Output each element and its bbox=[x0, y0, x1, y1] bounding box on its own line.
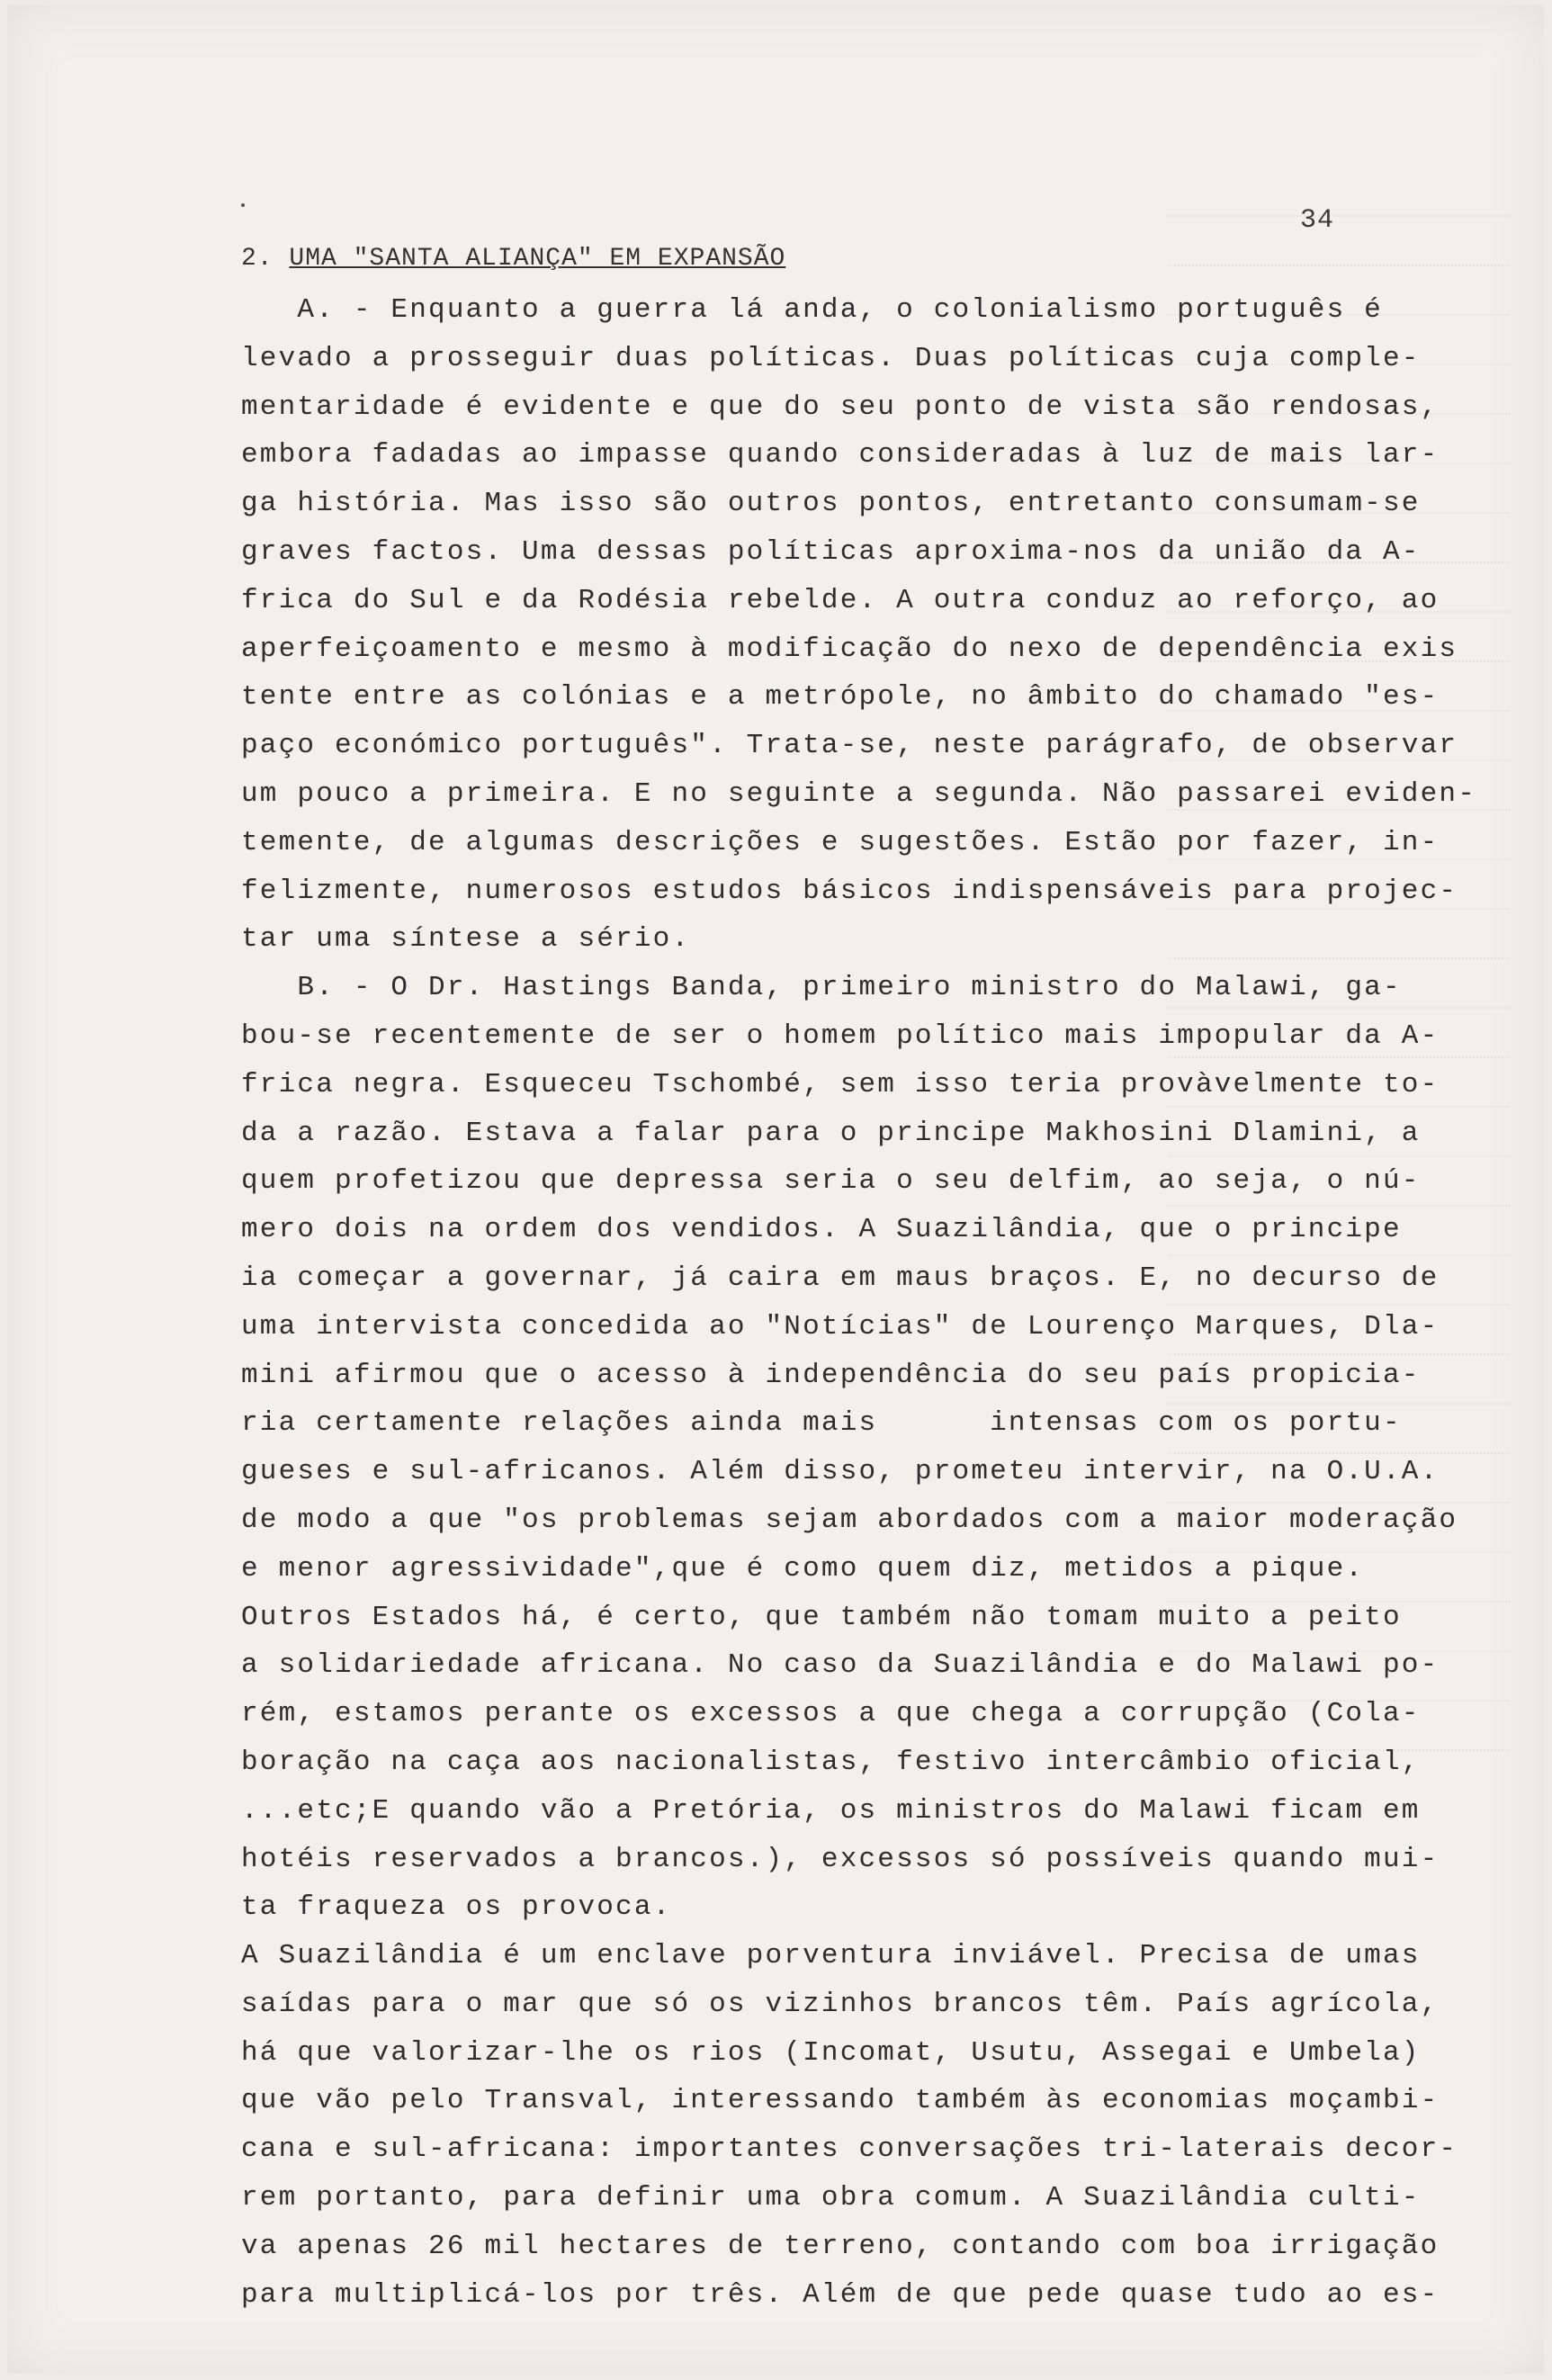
text-line: para multiplicá-los por três. Além de que pede quase tudo ao es- bbox=[241, 2278, 1440, 2311]
text-line: rem portanto, para definir uma obra comum. A Suazilândia culti- bbox=[241, 2182, 1421, 2214]
text-line: ga história. Mas isso são outros pontos, entretanto consumam-se bbox=[241, 488, 1421, 520]
text-line: da a razão. Estava a falar para o principe Makhosini Dlamini, a bbox=[241, 1117, 1421, 1149]
text-line: quem profetizou que depressa seria o seu delfim, ao seja, o nú- bbox=[241, 1165, 1421, 1198]
text-line: ria certamente relações ainda mais intensas com os portu- bbox=[241, 1407, 1402, 1440]
text-line: graves factos. Uma dessas políticas aproxima-nos da união da A- bbox=[241, 535, 1421, 568]
text-line: mero dois na ordem dos vendidos. A Suazilândia, que o principe bbox=[241, 1214, 1402, 1246]
text-line: de modo a que "os problemas sejam abordados com a maior moderação bbox=[241, 1504, 1458, 1536]
text-line: temente, de algumas descrições e sugestões. Estão por fazer, in- bbox=[241, 826, 1440, 858]
section-heading bbox=[241, 245, 785, 273]
body-text bbox=[241, 286, 1476, 2319]
section-title: UMA "SANTA ALIANÇA" EM EXPANSÃO bbox=[289, 245, 786, 273]
text-line: tar uma síntese a sério. bbox=[241, 923, 691, 956]
section-number: 2. bbox=[241, 245, 274, 273]
text-line: e menor agressividade",que é como quem diz, metidos a pique. bbox=[241, 1552, 1365, 1585]
text-line: levado a prosseguir duas políticas. Duas políticas cuja comple- bbox=[241, 342, 1421, 374]
ink-dot bbox=[241, 203, 245, 207]
text-line: mentaridade é evidente e que do seu ponto de vista são rendosas, bbox=[241, 391, 1440, 423]
text-line: a solidariedade africana. No caso da Suazilândia e do Malawi po- bbox=[241, 1649, 1440, 1682]
text-line: hotéis reservados a brancos.), excessos só possíveis quando mui- bbox=[241, 1843, 1440, 1875]
text-line: bou-se recentemente de ser o homem político mais impopular da A- bbox=[241, 1019, 1440, 1052]
text-line: há que valorizar-lhe os rios (Incomat, Usutu, Assegai e Umbela) bbox=[241, 2036, 1421, 2069]
text-line: va apenas 26 mil hectares de terreno, contando com boa irrigação bbox=[241, 2230, 1440, 2262]
text-line: tente entre as colónias e a metrópole, no âmbito do chamado "es- bbox=[241, 681, 1440, 714]
text-line: paço económico português". Trata-se, neste parágrafo, de observar bbox=[241, 730, 1458, 762]
text-line: gueses e sul-africanos. Além disso, prometeu intervir, na O.U.A. bbox=[241, 1456, 1440, 1488]
page-number: 34 bbox=[1300, 205, 1335, 236]
text-line: frica negra. Esqueceu Tschombé, sem isso teria provàvelmente to- bbox=[241, 1068, 1440, 1100]
text-line: uma intervista concedida ao "Notícias" de Lourenço Marques, Dla- bbox=[241, 1310, 1440, 1343]
text-line: B. - O Dr. Hastings Banda, primeiro ministro do Malawi, ga- bbox=[241, 972, 1402, 1004]
text-line: mini afirmou que o acesso à independência do seu país propicia- bbox=[241, 1359, 1421, 1391]
text-line: cana e sul-africana: importantes conversações tri-laterais decor- bbox=[241, 2133, 1458, 2166]
text-line: A. - Enquanto a guerra lá anda, o colonialismo português é bbox=[241, 294, 1383, 326]
text-line: boração na caça aos nacionalistas, festivo intercâmbio oficial, bbox=[241, 1746, 1421, 1778]
text-line: felizmente, numerosos estudos básicos indispensáveis para projec- bbox=[241, 875, 1458, 907]
text-line: rém, estamos perante os excessos a que chega a corrupção (Cola- bbox=[241, 1698, 1421, 1730]
text-line: embora fadadas ao impasse quando consideradas à luz de mais lar- bbox=[241, 439, 1440, 472]
text-line: aperfeiçoamento e mesmo à modificação do nexo de dependência exis bbox=[241, 633, 1458, 665]
text-line: frica do Sul e da Rodésia rebelde. A outra conduz ao reforço, ao bbox=[241, 584, 1440, 616]
text-line: que vão pelo Transval, interessando também às economias moçambi- bbox=[241, 2085, 1440, 2117]
text-line: um pouco a primeira. E no seguinte a segunda. Não passarei eviden- bbox=[241, 777, 1476, 810]
text-line: ...etc;E quando vão a Pretória, os ministros do Malawi ficam em bbox=[241, 1794, 1421, 1827]
text-line: A Suazilândia é um enclave porventura inviável. Precisa de umas bbox=[241, 1940, 1421, 1972]
text-line: ia começar a governar, já caira em maus braços. E, no decurso de bbox=[241, 1262, 1440, 1294]
text-line: Outros Estados há, é certo, que também não tomam muito a peito bbox=[241, 1601, 1402, 1633]
text-line: ta fraqueza os provoca. bbox=[241, 1891, 672, 1924]
text-line: saídas para o mar que só os vizinhos brancos têm. País agrícola, bbox=[241, 1988, 1440, 2020]
